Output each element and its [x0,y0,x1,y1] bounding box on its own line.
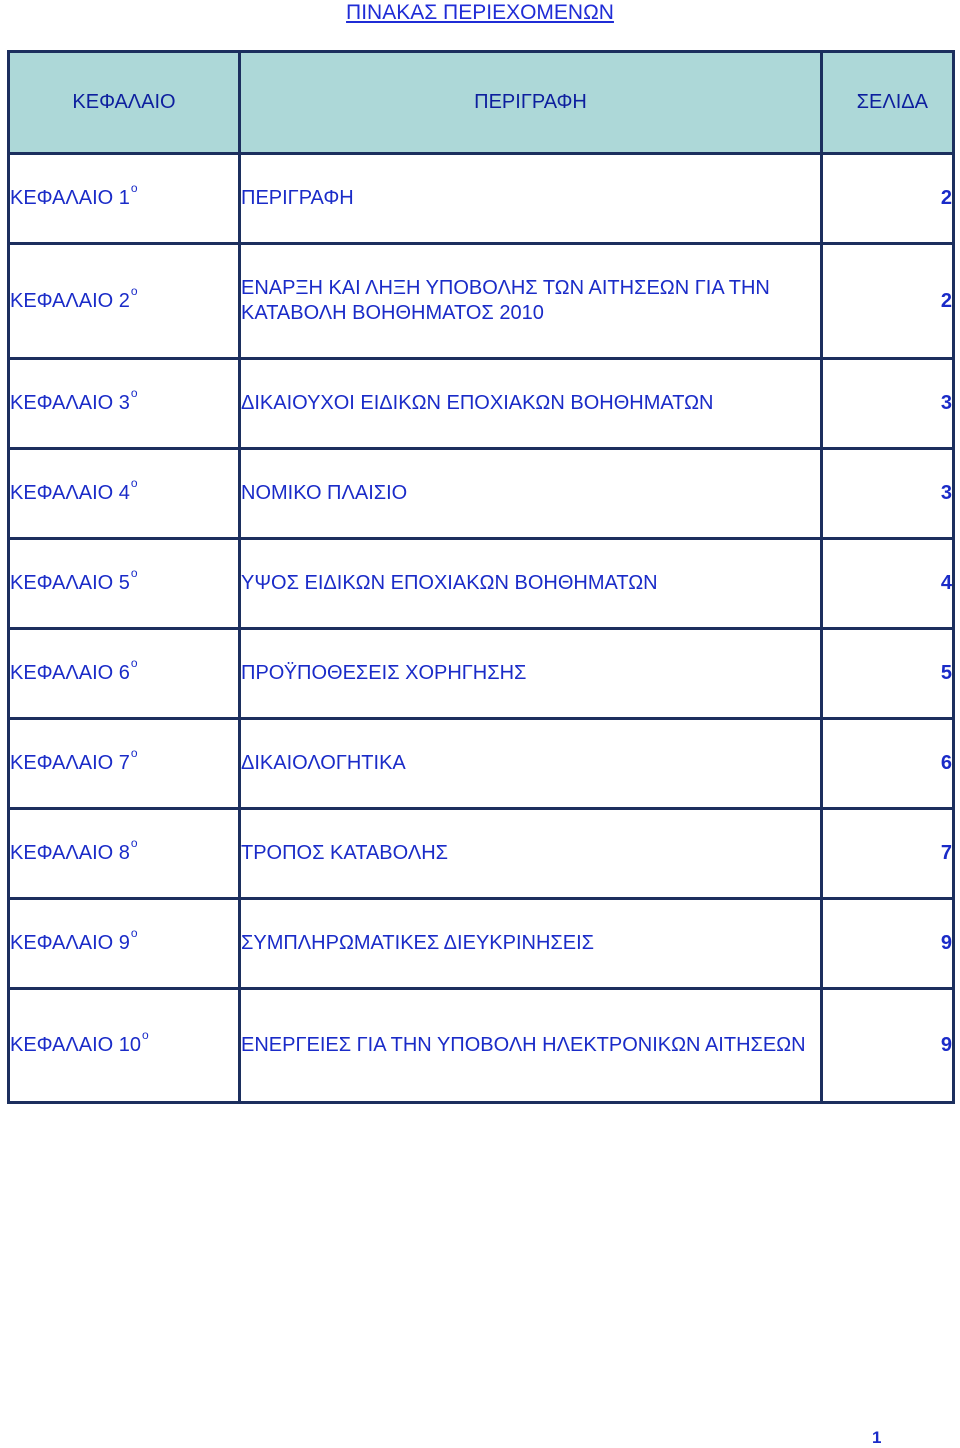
chapter-cell [9,154,240,244]
table-header-row [9,52,954,154]
page-cell: 2 [822,244,954,359]
description-cell: ΤΡΟΠΟΣ ΚΑΤΑΒΟΛΗΣ [240,809,822,899]
ordinal-mark: ο [130,926,138,940]
description-cell: ΔΙΚΑΙΟΛΟΓΗΤΙΚΑ [240,719,822,809]
ordinal-mark: ο [130,181,138,195]
ordinal-mark: ο [130,476,138,490]
ordinal-mark: ο [130,566,138,580]
chapter-label: ΚΕΦΑΛΑΙΟ 8 [10,842,130,864]
chapter-cell [9,899,240,989]
table-row [9,809,954,899]
description-cell: ΝΟΜΙΚΟ ΠΛΑΙΣΙΟ [240,449,822,539]
table-row [9,719,954,809]
header-page: ΣΕΛΙΔΑ [822,52,954,154]
page-cell: 7 [822,809,954,899]
ordinal-mark: ο [130,386,138,400]
description-cell: ΕΝΕΡΓΕΙΕΣ ΓΙΑ ΤΗΝ ΥΠΟΒΟΛΗ ΗΛΕΚΤΡΟΝΙΚΩΝ ΑΙΤΗΣΕΩΝ [240,989,822,1103]
chapter-cell [9,449,240,539]
chapter-label: ΚΕΦΑΛΑΙΟ 3 [10,392,130,414]
chapter-label: ΚΕΦΑΛΑΙΟ 7 [10,752,130,774]
chapter-cell [9,719,240,809]
description-cell: ΣΥΜΠΛΗΡΩΜΑΤΙΚΕΣ ΔΙΕΥΚΡΙΝΗΣΕΙΣ [240,899,822,989]
description-cell: ΠΕΡΙΓΡΑΦΗ [240,154,822,244]
table-row [9,449,954,539]
page-cell: 9 [822,899,954,989]
chapter-cell [9,809,240,899]
chapter-cell [9,359,240,449]
toc-table [7,50,955,1104]
description-cell: ΕΝΑΡΞΗ ΚΑΙ ΛΗΞΗ ΥΠΟΒΟΛΗΣ ΤΩΝ ΑΙΤΗΣΕΩΝ ΓΙΑ ΤΗΝ ΚΑΤΑΒΟΛΗ ΒΟΗΘΗΜΑΤΟΣ 2010 [240,244,822,359]
ordinal-mark: ο [130,283,138,298]
description-cell: ΥΨΟΣ ΕΙΔΙΚΩΝ ΕΠΟΧΙΑΚΩΝ ΒΟΗΘΗΜΑΤΩΝ [240,539,822,629]
header-description: ΠΕΡΙΓΡΑΦΗ [240,52,822,154]
ordinal-mark: ο [130,836,138,850]
ordinal-mark: ο [130,656,138,670]
page-cell: 2 [822,154,954,244]
chapter-cell [9,539,240,629]
table-row [9,539,954,629]
chapter-label: ΚΕΦΑΛΑΙΟ 9 [10,932,130,954]
chapter-label: ΚΕΦΑΛΑΙΟ 6 [10,662,130,684]
ordinal-mark: ο [130,746,138,760]
chapter-label: ΚΕΦΑΛΑΙΟ 2 [10,289,130,312]
table-row [9,154,954,244]
page-cell: 5 [822,629,954,719]
chapter-cell [9,244,240,359]
chapter-label: ΚΕΦΑΛΑΙΟ 1 [10,187,130,209]
page-cell: 6 [822,719,954,809]
table-row [9,359,954,449]
page-number: 1 [872,1428,882,1447]
chapter-cell [9,629,240,719]
page-cell: 9 [822,989,954,1103]
page-title: ΠΙΝΑΚΑΣ ΠΕΡΙΕΧΟΜΕΝΩΝ [346,1,614,24]
header-chapter: ΚΕΦΑΛΑΙΟ [9,52,240,154]
chapter-label: ΚΕΦΑΛΑΙΟ 5 [10,572,130,594]
table-row [9,629,954,719]
table-row [9,244,954,359]
description-cell: ΠΡΟΫΠΟΘΕΣΕΙΣ ΧΟΡΗΓΗΣΗΣ [240,629,822,719]
chapter-label: ΚΕΦΑΛΑΙΟ 10 [10,1034,142,1056]
chapter-cell [9,989,240,1103]
chapter-label: ΚΕΦΑΛΑΙΟ 4 [10,482,130,504]
page-cell: 3 [822,359,954,449]
description-cell: ΔΙΚΑΙΟΥΧΟΙ ΕΙΔΙΚΩΝ ΕΠΟΧΙΑΚΩΝ ΒΟΗΘΗΜΑΤΩΝ [240,359,822,449]
page-cell: 3 [822,449,954,539]
table-row [9,899,954,989]
table-row [9,989,954,1103]
ordinal-mark: ο [142,1028,149,1042]
page-cell: 4 [822,539,954,629]
